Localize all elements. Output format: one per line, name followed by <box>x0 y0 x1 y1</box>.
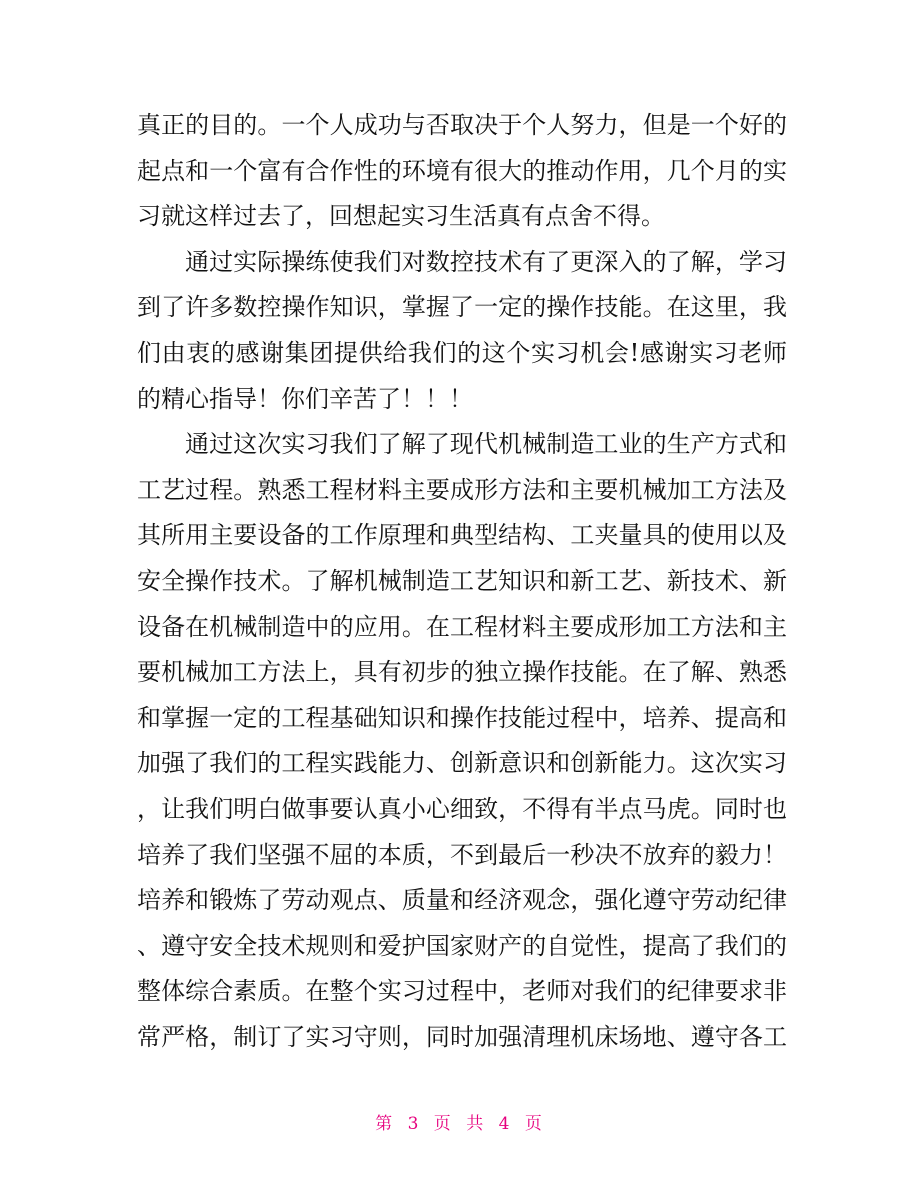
text-line: 加强了我们的工程实践能力、创新意识和创新能力。这次实习 <box>137 749 787 778</box>
text-line: 要机械加工方法上，具有初步的独立操作技能。在了解、熟悉 <box>137 658 787 687</box>
text-line: 培养和锻炼了劳动观点、质量和经济观念，强化遵守劳动纪律 <box>137 886 787 915</box>
text-line: 常严格，制订了实习守则，同时加强清理机床场地、遵守各工 <box>137 1022 787 1051</box>
text-line: 工艺过程。熟悉工程材料主要成形方法和主要机械加工方法及 <box>137 475 787 504</box>
text-line: 其所用主要设备的工作原理和典型结构、工夹量具的使用以及 <box>137 521 787 550</box>
text-line: 们由衷的感谢集团提供给我们的这个实习机会!感谢实习老师 <box>137 338 787 367</box>
text-line: 通过这次实习我们了解了现代机械制造工业的生产方式和 <box>185 430 787 459</box>
text-line: 安全操作技术。了解机械制造工艺知识和新工艺、新技术、新 <box>137 566 787 595</box>
body-text <box>137 103 787 1060</box>
text-line: 真正的目的。一个人成功与否取决于个人努力，但是一个好的 <box>137 111 787 139</box>
text-line: 、遵守安全技术规则和爱护国家财产的自觉性，提高了我们的 <box>137 931 787 960</box>
text-line: ，让我们明白做事要认真小心细致，不得有半点马虎。同时也 <box>137 794 787 823</box>
text-line: 的精心指导！你们辛苦了！！！ <box>137 384 473 413</box>
text-line: 通过实际操练使我们对数控技术有了更深入的了解，学习 <box>185 247 787 276</box>
text-line: 设备在机械制造中的应用。在工程材料主要成形加工方法和主 <box>137 612 787 641</box>
text-line: 到了许多数控操作知识，掌握了一定的操作技能。在这里，我 <box>137 293 787 322</box>
text-line: 起点和一个富有合作性的环境有很大的推动作用，几个月的实 <box>137 156 787 185</box>
text-line: 习就这样过去了，回想起实习生活真有点舍不得。 <box>137 202 665 231</box>
text-line: 整体综合素质。在整个实习过程中，老师对我们的纪律要求非 <box>137 977 787 1006</box>
text-line: 培养了我们坚强不屈的本质，不到最后一秒决不放弃的毅力！ <box>137 840 787 869</box>
text-line: 和掌握一定的工程基础知识和操作技能过程中，培养、提高和 <box>137 703 787 732</box>
page-footer: 第 3 页 共 4 页 <box>375 1114 545 1134</box>
